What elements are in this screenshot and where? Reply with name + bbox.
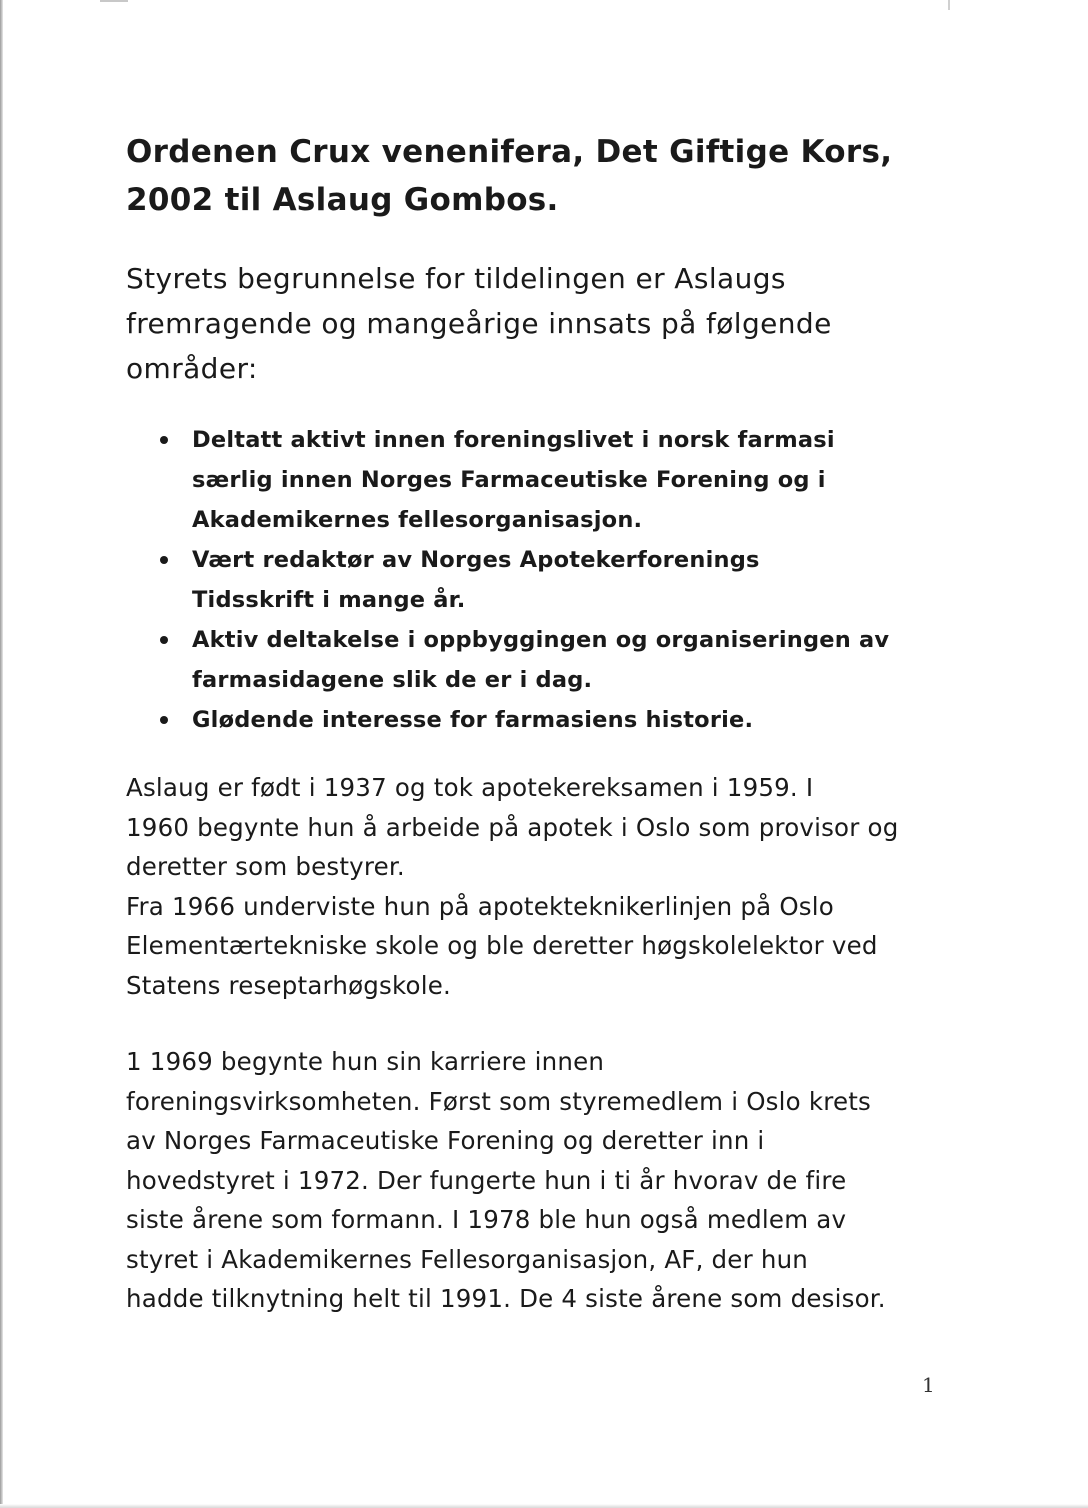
list-item-line: Aktiv deltakelse i oppbyggingen og organiseringen av: [192, 627, 890, 653]
paragraph-line: 1 1969 begynte hun sin karriere innen: [126, 1047, 605, 1076]
intro-paragraph: [126, 256, 926, 391]
intro-line: fremragende og mangeårige innsats på følgende: [126, 307, 832, 340]
list-item-line: særlig innen Norges Farmaceutiske Forening og i: [192, 467, 826, 493]
intro-line: områder:: [126, 352, 258, 385]
biography-paragraph: [126, 768, 956, 1005]
paragraph-line: deretter som bestyrer.: [126, 852, 405, 881]
scan-edge: [0, 0, 3, 1508]
list-item: [150, 540, 930, 620]
paragraph-line: Aslaug er født i 1937 og tok apotekereksamen i 1959. I: [126, 773, 814, 802]
scan-mark: [100, 0, 128, 2]
paragraph-line: hovedstyret i 1972. Der fungerte hun i ti år hvorav de fire: [126, 1165, 847, 1195]
paragraph-line: siste årene som formann. I 1978 ble hun også medlem av: [126, 1205, 847, 1234]
paragraph-line: Fra 1966 underviste hun på apotekteknikerlinjen på Oslo: [126, 891, 834, 921]
paragraph-line: Statens reseptarhøgskole.: [126, 970, 451, 1000]
list-item-line: Tidsskrift i mange år.: [192, 587, 466, 613]
scan-mark: [948, 0, 950, 10]
list-item-line: Vært redaktør av Norges Apotekerforenings: [192, 547, 760, 573]
page-number: 1: [922, 1373, 935, 1397]
title-line: Ordenen Crux venenifera, Det Giftige Kors,: [126, 134, 893, 170]
bullet-icon: [160, 556, 168, 564]
career-paragraph: [126, 1042, 956, 1319]
bullet-icon: [160, 436, 168, 444]
paragraph-line: foreningsvirksomheten. Først som styremedlem i Oslo krets: [126, 1086, 871, 1116]
scan-edge: [0, 1504, 1088, 1508]
title-line: 2002 til Aslaug Gombos.: [126, 182, 559, 218]
merit-list: [150, 420, 930, 740]
list-item-line: Glødende interesse for farmasiens historie.: [192, 707, 754, 733]
paragraph-line: styret i Akademikernes Fellesorganisasjon, AF, der hun: [126, 1244, 809, 1274]
paragraph-line: Elementærtekniske skole og ble deretter høgskolelektor ved: [126, 931, 878, 960]
paragraph-line: hadde tilknytning helt til 1991. De 4 siste årene som desisor.: [126, 1284, 886, 1313]
list-item-line: Akademikernes fellesorganisasjon.: [192, 507, 643, 533]
list-item-line: Deltatt aktivt innen foreningslivet i norsk farmasi: [192, 427, 835, 453]
document-title: [126, 128, 946, 224]
list-item: [150, 700, 930, 740]
bullet-icon: [160, 636, 168, 644]
paragraph-line: av Norges Farmaceutiske Forening og deretter inn i: [126, 1126, 765, 1155]
list-item: [150, 620, 930, 700]
list-item-line: farmasidagene slik de er i dag.: [192, 667, 593, 693]
intro-line: Styrets begrunnelse for tildelingen er Aslaugs: [126, 262, 786, 295]
list-item: [150, 420, 930, 540]
paragraph-line: 1960 begynte hun å arbeide på apotek i Oslo som provisor og: [126, 812, 899, 842]
bullet-icon: [160, 716, 168, 724]
